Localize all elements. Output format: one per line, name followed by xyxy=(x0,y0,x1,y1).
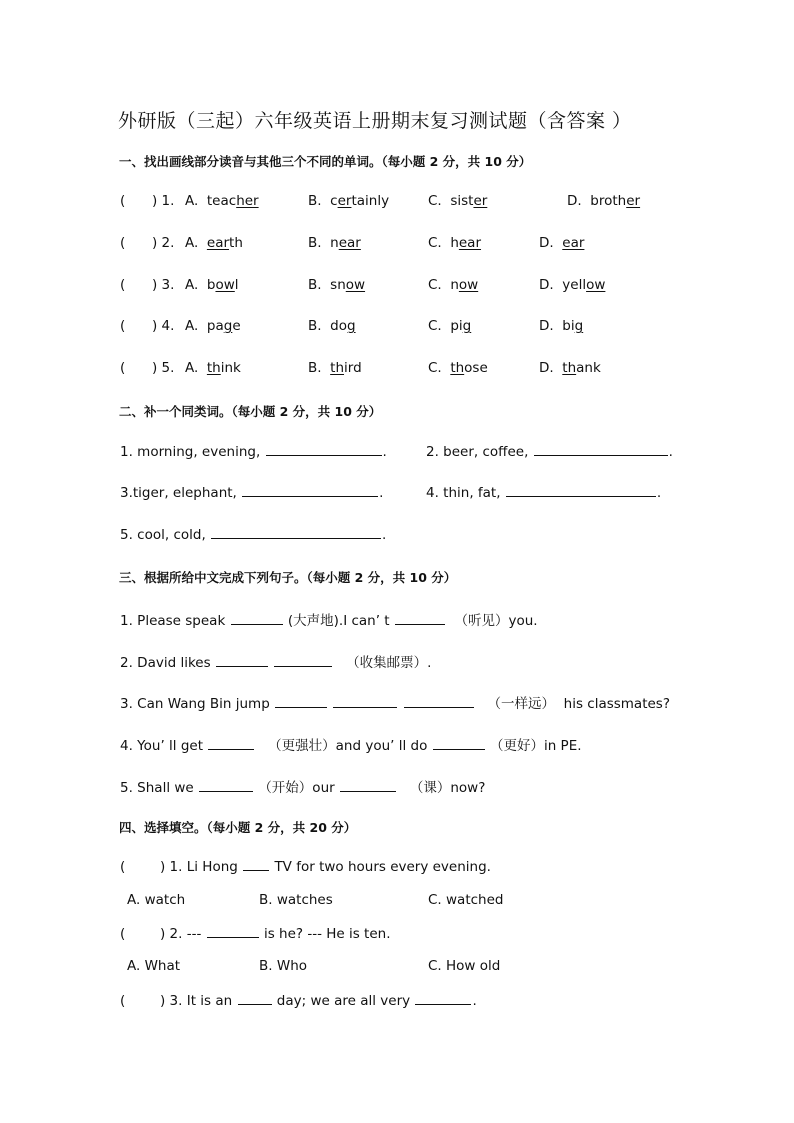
part2-q3-text: 3.tiger, elephant, xyxy=(120,485,237,501)
word-prefix: sn xyxy=(330,277,346,293)
word-suffix: tainly xyxy=(351,193,390,209)
underlined-part: ow xyxy=(458,277,479,293)
option-letter: D. xyxy=(539,277,554,293)
option-letter: C. xyxy=(428,193,442,209)
part3-q4 xyxy=(120,734,582,754)
part3-q1-text: (大声地).I can’ t xyxy=(287,613,390,629)
question-number: ) 1. xyxy=(152,193,175,209)
word-prefix: pi xyxy=(450,318,463,334)
word-suffix: ink xyxy=(220,360,241,376)
part2-q4-text: 4. thin, fat, xyxy=(426,485,501,501)
answer-paren[interactable]: ( xyxy=(120,993,126,1009)
part4-q3 xyxy=(120,992,477,1009)
period: . xyxy=(668,444,673,460)
answer-blank[interactable] xyxy=(266,443,382,456)
word-suffix: l xyxy=(234,277,239,293)
part4-q3-text: ) 3. It is an xyxy=(160,993,233,1009)
option-letter: C. xyxy=(428,318,442,334)
part3-q5-text: （开始）our xyxy=(258,780,335,796)
option-b[interactable] xyxy=(308,235,361,251)
part3-q3-text: his classmates? xyxy=(563,696,671,712)
option-b[interactable] xyxy=(308,318,356,334)
part2-q1-text: 1. morning, evening, xyxy=(120,444,261,460)
part2-q2-text: 2. beer, coffee, xyxy=(426,444,529,460)
part4-q3-text: day; we are all very xyxy=(276,993,411,1009)
option-c[interactable] xyxy=(428,235,481,251)
part3-q5-text: 5. Shall we xyxy=(120,780,194,796)
word-suffix: e xyxy=(232,318,241,334)
word-suffix: ird xyxy=(344,360,362,376)
underlined-part: th xyxy=(330,360,345,376)
answer-blank[interactable] xyxy=(274,654,332,667)
option-d[interactable] xyxy=(567,193,640,209)
answer-paren[interactable]: ( xyxy=(120,235,126,251)
part4-q1-option-c[interactable]: C. watched xyxy=(428,892,504,908)
option-b[interactable] xyxy=(308,193,389,209)
section-3-heading: 三、根据所给中文完成下列句子。（每小题 2 分，共 10 分） xyxy=(119,570,457,585)
part2-q4 xyxy=(426,484,661,501)
option-d[interactable] xyxy=(539,235,584,251)
answer-paren[interactable]: ( xyxy=(120,360,126,376)
part3-q3-text: （一样远） xyxy=(487,696,556,712)
answer-blank[interactable] xyxy=(415,992,471,1005)
part3-q4-text: （更好）in PE. xyxy=(489,738,582,754)
underlined-part: g xyxy=(574,318,584,334)
underlined-part: g xyxy=(462,318,472,334)
part4-q1-option-b[interactable]: B. watches xyxy=(259,892,333,908)
part4-q2-text: ) 2. --- xyxy=(160,926,202,942)
option-letter: B. xyxy=(308,318,322,334)
part3-q2-text: 2. David likes xyxy=(120,655,211,671)
section-1-heading: 一、找出画线部分读音与其他三个不同的单词。（每小题 2 分，共 10 分） xyxy=(119,154,532,169)
underlined-part: er xyxy=(473,193,488,209)
option-b[interactable] xyxy=(308,277,365,293)
word-prefix: n xyxy=(450,277,459,293)
answer-blank[interactable] xyxy=(333,695,397,708)
answer-blank[interactable] xyxy=(207,925,259,938)
option-letter: A. xyxy=(185,360,199,376)
answer-blank[interactable] xyxy=(243,858,269,871)
part3-q1 xyxy=(120,609,538,629)
word-prefix: c xyxy=(330,193,338,209)
question-number: ) 2. xyxy=(152,235,175,251)
option-letter: C. xyxy=(428,360,442,376)
option-c[interactable] xyxy=(428,193,487,209)
underlined-part: ear xyxy=(206,235,230,251)
underlined-part: g xyxy=(223,318,233,334)
option-a[interactable] xyxy=(185,193,259,209)
underlined-part: th xyxy=(450,360,465,376)
word-suffix: th xyxy=(229,235,243,251)
option-letter: D. xyxy=(539,360,554,376)
answer-paren[interactable]: ( xyxy=(120,277,126,293)
part4-q2-text: is he? --- He is ten. xyxy=(263,926,391,942)
word-prefix: sist xyxy=(450,193,474,209)
word-prefix: bi xyxy=(562,318,575,334)
part2-q2 xyxy=(426,443,673,460)
option-a[interactable] xyxy=(185,235,243,251)
underlined-part: ow xyxy=(215,277,235,293)
section-4-heading: 四、选择填空。（每小题 2 分，共 20 分） xyxy=(119,820,357,835)
answer-blank[interactable] xyxy=(216,654,268,667)
part4-q2-option-c[interactable]: C. How old xyxy=(428,958,501,974)
option-letter: A. xyxy=(185,318,199,334)
underlined-part: her xyxy=(236,193,259,209)
part2-q1 xyxy=(120,443,387,460)
word-prefix: do xyxy=(330,318,347,334)
underlined-part: ow xyxy=(586,277,606,293)
part3-q5-text: （课）now? xyxy=(409,780,486,796)
word-prefix: teac xyxy=(206,193,237,209)
option-d[interactable] xyxy=(539,277,605,293)
option-letter: B. xyxy=(308,193,322,209)
answer-blank[interactable] xyxy=(238,992,272,1005)
part3-q2 xyxy=(120,651,431,671)
answer-paren[interactable]: ( xyxy=(120,193,126,209)
part2-q5 xyxy=(120,526,386,543)
option-d[interactable] xyxy=(539,360,601,376)
option-c[interactable] xyxy=(428,277,478,293)
question-number: ) 3. xyxy=(152,277,175,293)
part3-q1-text: 1. Please speak xyxy=(120,613,226,629)
answer-paren[interactable]: ( xyxy=(120,318,126,334)
answer-blank[interactable] xyxy=(506,484,656,497)
part4-q2-option-b[interactable]: B. Who xyxy=(259,958,308,974)
part3-q3-text: 3. Can Wang Bin jump xyxy=(120,696,270,712)
answer-paren[interactable]: ( xyxy=(120,859,126,875)
underlined-part: er xyxy=(626,193,641,209)
option-c[interactable] xyxy=(428,318,471,334)
period: . xyxy=(382,527,387,543)
option-d[interactable] xyxy=(539,318,583,334)
page-title: 外研版（三起）六年级英语上册期末复习测试题（含答案 ） xyxy=(118,110,632,132)
part3-q4-text: 4. You’ ll get xyxy=(120,738,203,754)
option-a[interactable] xyxy=(185,318,241,334)
section-2-heading: 二、补一个同类词。（每小题 2 分，共 10 分） xyxy=(119,404,382,419)
option-letter: C. xyxy=(428,277,442,293)
word-prefix: h xyxy=(450,235,459,251)
period: . xyxy=(656,485,662,501)
question-number: ) 5. xyxy=(152,360,175,376)
part4-q2 xyxy=(120,925,391,942)
option-b[interactable] xyxy=(308,360,362,376)
option-letter: D. xyxy=(539,318,554,334)
option-letter: A. xyxy=(185,193,199,209)
part3-q5 xyxy=(120,776,485,796)
option-letter: A. xyxy=(185,277,199,293)
answer-blank[interactable] xyxy=(211,526,381,539)
underlined-part: er xyxy=(337,193,352,209)
answer-blank[interactable] xyxy=(208,737,254,750)
option-a[interactable] xyxy=(185,277,239,293)
option-a[interactable] xyxy=(185,360,241,376)
answer-blank[interactable] xyxy=(275,695,327,708)
part4-q1 xyxy=(120,858,491,875)
underlined-part: th xyxy=(206,360,221,376)
part3-q3 xyxy=(120,692,670,712)
option-letter: B. xyxy=(308,360,322,376)
word-prefix: yell xyxy=(562,277,587,293)
option-letter: C. xyxy=(428,235,442,251)
part2-q5-text: 5. cool, cold, xyxy=(120,527,206,543)
answer-paren[interactable]: ( xyxy=(120,926,126,942)
underlined-part: ow xyxy=(345,277,366,293)
period: . xyxy=(382,444,387,460)
answer-blank[interactable] xyxy=(340,779,396,792)
period: . xyxy=(472,993,477,1009)
word-prefix: pa xyxy=(206,318,224,334)
part2-q3 xyxy=(120,484,383,501)
part4-q2-option-a[interactable]: A. What xyxy=(127,958,181,974)
question-number: ) 4. xyxy=(152,318,175,334)
answer-blank[interactable] xyxy=(534,443,668,456)
answer-blank[interactable] xyxy=(395,612,445,625)
answer-blank[interactable] xyxy=(242,484,378,497)
period: . xyxy=(379,485,384,501)
answer-blank[interactable] xyxy=(433,737,485,750)
answer-blank[interactable] xyxy=(199,779,253,792)
option-letter: A. xyxy=(185,235,199,251)
word-prefix: b xyxy=(206,277,216,293)
part4-q1-option-a[interactable]: A. watch xyxy=(127,892,186,908)
part3-q4-text: （更强壮）and you’ ll do xyxy=(268,738,428,754)
word-prefix: broth xyxy=(590,193,627,209)
option-c[interactable] xyxy=(428,360,488,376)
option-letter: D. xyxy=(567,193,582,209)
part4-q1-text: TV for two hours every evening. xyxy=(274,859,491,875)
part4-q1-text: ) 1. Li Hong xyxy=(160,859,238,875)
part3-q1-text: （听见）you. xyxy=(454,613,538,629)
option-letter: B. xyxy=(308,235,322,251)
word-prefix: n xyxy=(330,235,339,251)
answer-blank[interactable] xyxy=(231,612,283,625)
underlined-part: th xyxy=(562,360,577,376)
underlined-part: ear xyxy=(562,235,585,251)
option-letter: B. xyxy=(308,277,322,293)
part3-q2-text: （收集邮票）. xyxy=(346,655,432,671)
underlined-part: ear xyxy=(338,235,361,251)
word-suffix: ank xyxy=(576,360,601,376)
option-letter: D. xyxy=(539,235,554,251)
underlined-part: ear xyxy=(458,235,482,251)
answer-blank[interactable] xyxy=(404,695,474,708)
underlined-part: g xyxy=(347,318,356,334)
word-suffix: ose xyxy=(464,360,488,376)
